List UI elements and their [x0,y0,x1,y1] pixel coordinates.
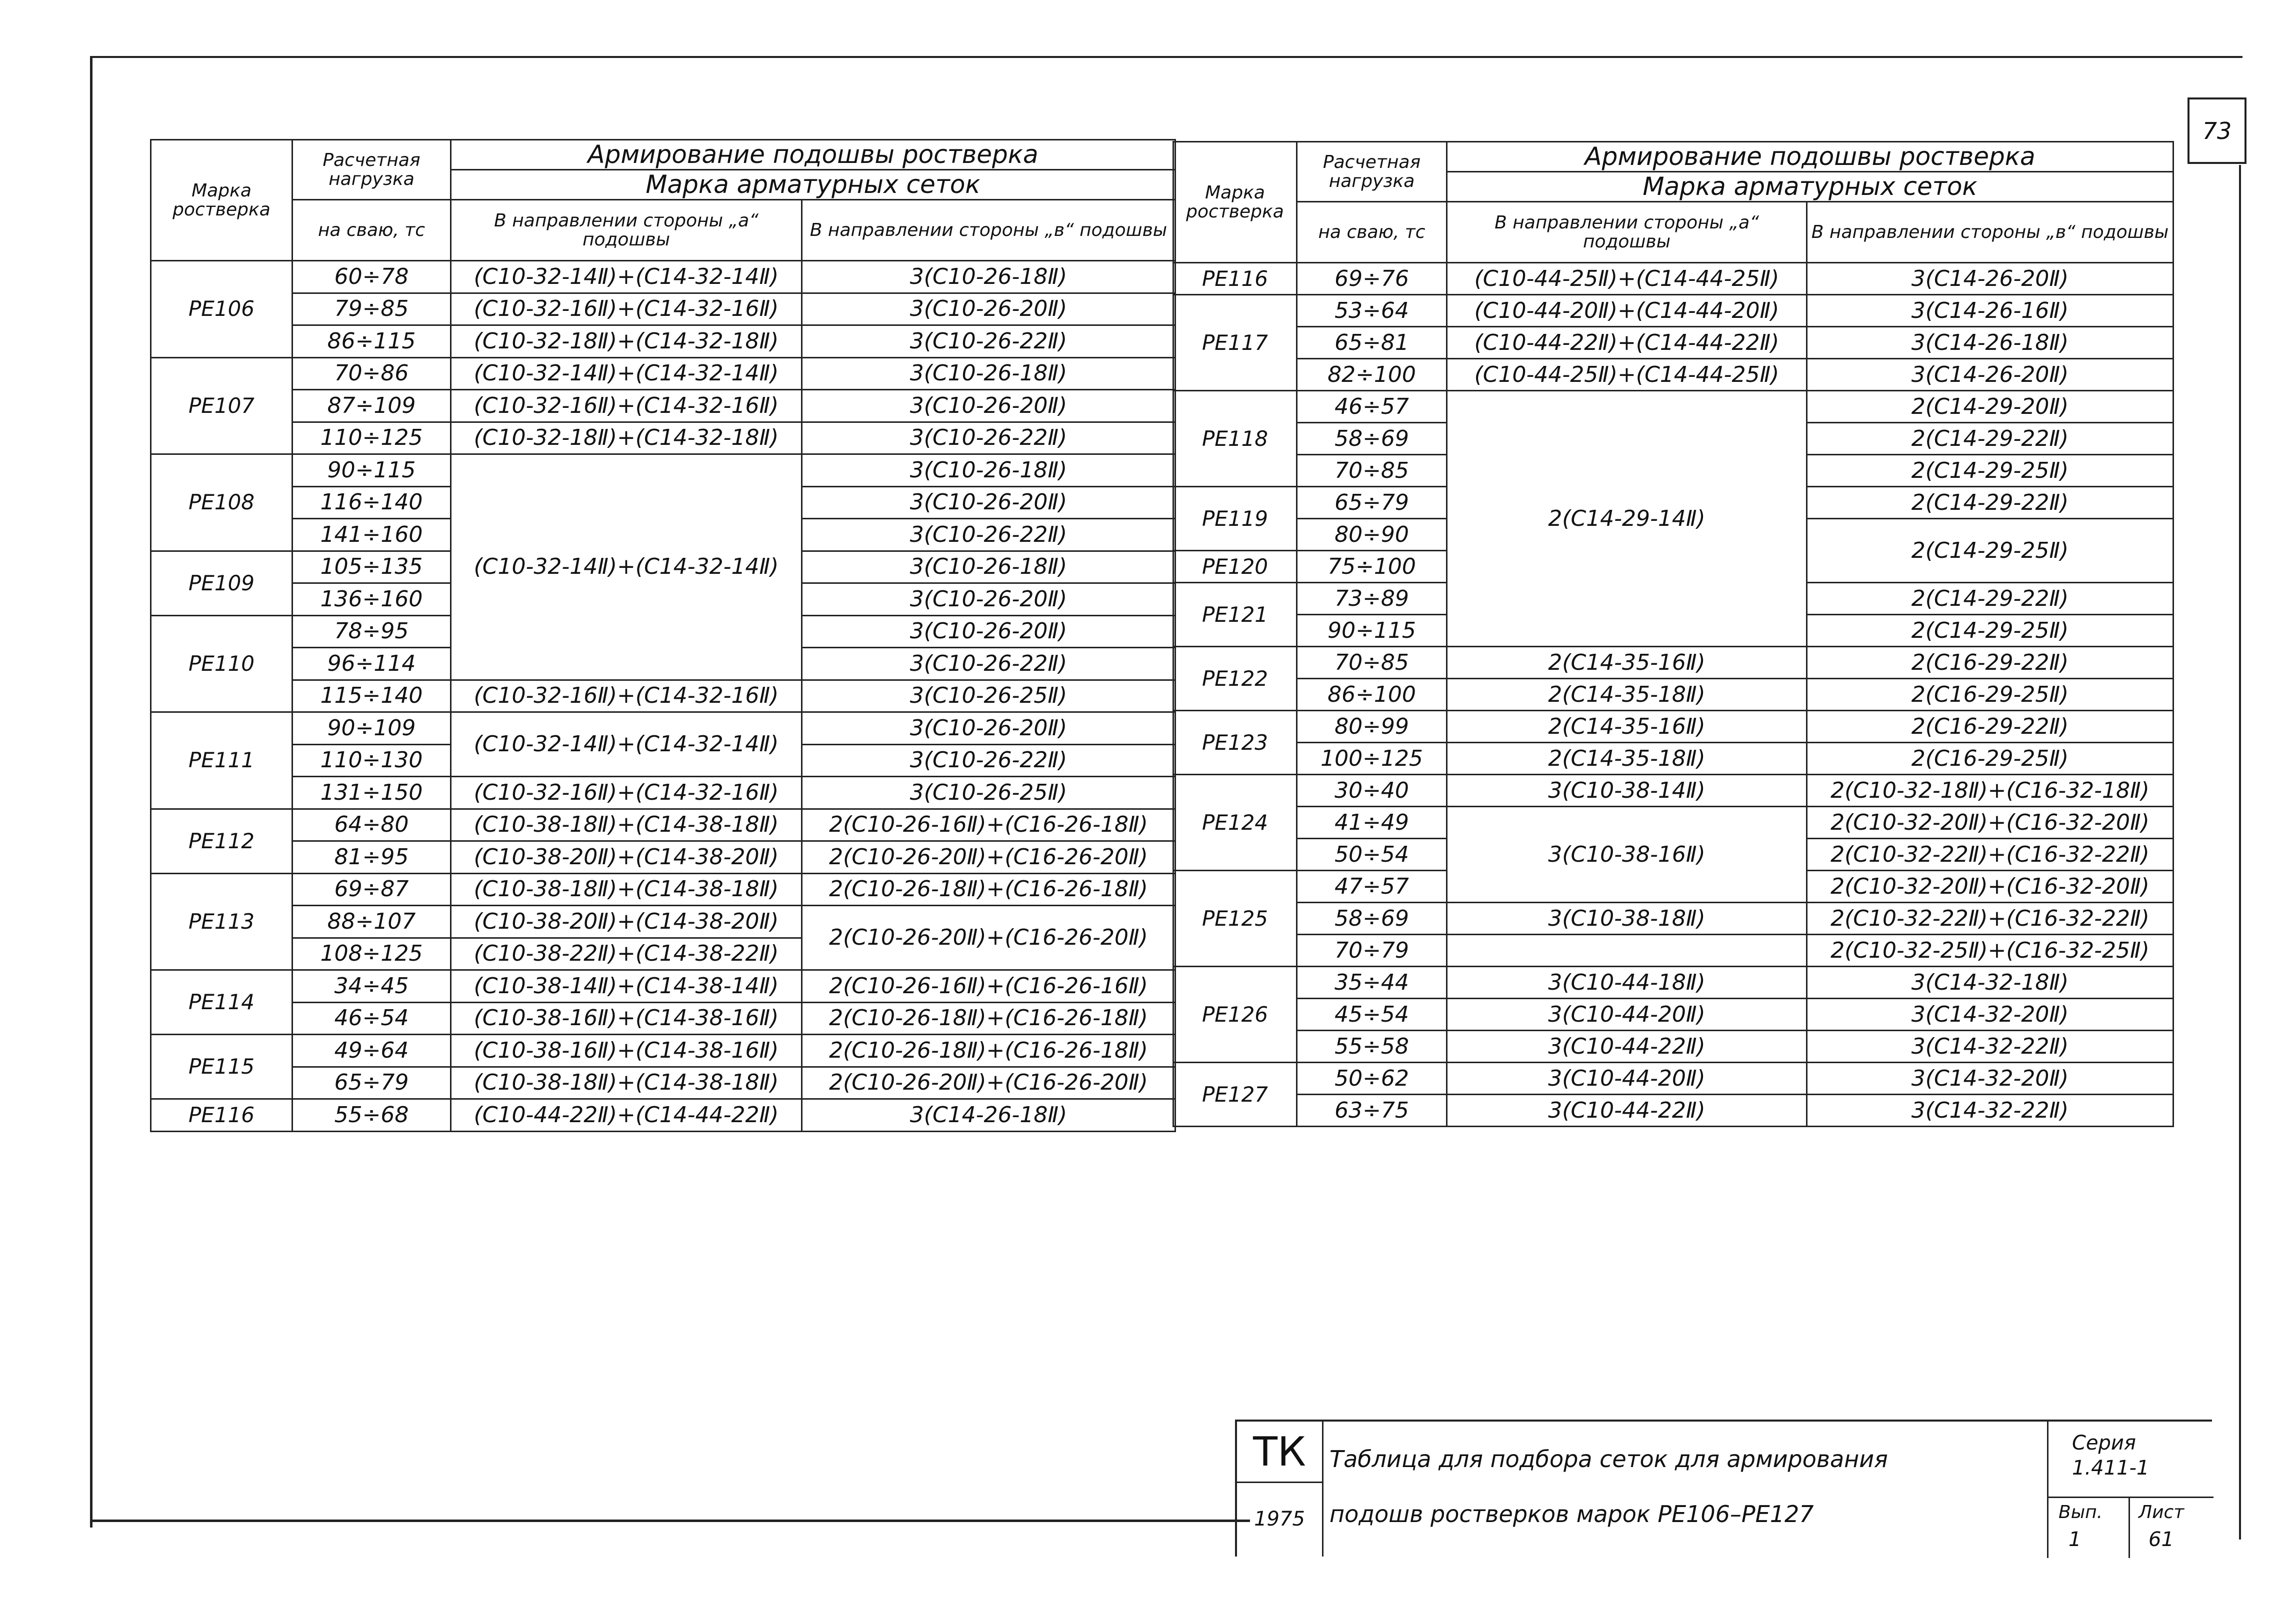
load-cell: 63÷75 [1297,1095,1447,1127]
table-row [1174,743,2174,775]
load-cell: 50÷62 [1297,1063,1447,1095]
mark-cell: РЕ109 [151,551,292,615]
dir-a-cell: (С10-32-14Ⅱ)+(С14-32-14Ⅱ) [451,357,802,390]
load-cell: 110÷130 [292,744,451,777]
dir-a-cell: (С10-38-22Ⅱ)+(С14-38-22Ⅱ) [451,938,802,970]
dir-b-cell: 3(С10-26-25Ⅱ) [802,680,1176,712]
dir-b-cell: 2(С14-29-22Ⅱ) [1807,423,2174,455]
load-cell: 70÷79 [1297,935,1447,967]
dir-b-cell: 3(С10-26-22Ⅱ) [802,519,1176,551]
left-table-body [151,140,1176,1132]
dir-b-cell: 2(С10-26-18Ⅱ)+(С16-26-18Ⅱ) [802,1035,1176,1067]
dir-b-cell: 2(С16-29-25Ⅱ) [1807,743,2174,775]
issue-sheet-box [2047,1497,2214,1558]
drawing-title [1330,1432,2034,1542]
header-dir-a: В направлении стороны „а“ подошвы [1447,202,1807,263]
header-load: Расчетная нагрузка [1297,142,1447,202]
load-cell: 30÷40 [1297,775,1447,807]
header-mesh-marks: Марка арматурных сеток [1447,172,2174,202]
mark-cell: РЕ122 [1174,647,1297,711]
dir-a-cell: 2(С14-29-14Ⅱ) [1447,391,1807,647]
load-cell: 73÷89 [1297,583,1447,615]
table-row [151,261,1176,293]
load-cell: 80÷90 [1297,519,1447,551]
table-row [1174,775,2174,807]
table-row [151,906,1176,938]
dir-b-cell: 2(С16-29-22Ⅱ) [1807,711,2174,743]
dir-a-cell: (С10-32-16Ⅱ)+(С14-32-16Ⅱ) [451,680,802,712]
load-cell: 96÷114 [292,648,451,680]
header-load-per-pile: на сваю, тс [1297,202,1447,263]
dir-b-cell: 3(С14-32-18Ⅱ) [1807,967,2174,999]
mark-cell: РЕ107 [151,357,292,454]
table-row [1174,999,2174,1031]
mark-cell: РЕ116 [151,1099,292,1132]
load-cell: 90÷115 [1297,615,1447,647]
table-row [151,1099,1176,1132]
load-cell: 70÷85 [1297,455,1447,487]
dir-b-cell: 3(С10-26-22Ⅱ) [802,648,1176,680]
mark-cell: РЕ127 [1174,1063,1297,1127]
load-cell: 65÷79 [1297,487,1447,519]
table-row [151,680,1176,712]
sheet-label: Лист [2138,1502,2184,1523]
series-label: Серия [2072,1432,2136,1455]
mark-cell: РЕ126 [1174,967,1297,1063]
load-cell: 46÷57 [1297,391,1447,423]
load-cell: 110÷125 [292,422,451,454]
load-cell: 55÷68 [292,1099,451,1132]
load-cell: 116÷140 [292,486,451,519]
dir-b-cell: 3(С14-26-18Ⅱ) [1807,327,2174,359]
mark-cell: РЕ125 [1174,871,1297,967]
issue-sheet-divider [2128,1498,2130,1558]
load-cell: 65÷81 [1297,327,1447,359]
table-row [1174,647,2174,679]
load-cell: 87÷109 [292,390,451,422]
dir-a-cell: 2(С14-35-18Ⅱ) [1447,679,1807,711]
load-cell: 90÷109 [292,712,451,745]
dir-b-cell: 3(С10-26-18Ⅱ) [802,357,1176,390]
dir-b-cell: 3(С10-26-22Ⅱ) [802,744,1176,777]
load-cell: 58÷69 [1297,423,1447,455]
load-cell: 60÷78 [292,261,451,293]
dir-a-cell: 3(С10-38-16Ⅱ) [1447,807,1807,903]
load-cell: 86÷100 [1297,679,1447,711]
dir-a-cell: (С10-32-18Ⅱ)+(С14-32-18Ⅱ) [451,325,802,358]
dir-a-cell: 3(С10-38-18Ⅱ) [1447,903,1807,935]
dir-a-cell [1447,935,1807,967]
dir-a-cell: 2(С14-35-16Ⅱ) [1447,711,1807,743]
dir-b-cell: 2(С10-26-20Ⅱ)+(С16-26-20Ⅱ) [802,1067,1176,1099]
header-dir-b: В направлении стороны „в“ подошвы [802,200,1176,261]
dir-b-cell: 2(С10-32-22Ⅱ)+(С16-32-22Ⅱ) [1807,839,2174,871]
table-row [1174,903,2174,935]
right-table-body [1174,142,2174,1127]
dir-a-cell: (С10-32-16Ⅱ)+(С14-32-16Ⅱ) [451,390,802,422]
dir-b-cell: 2(С10-32-20Ⅱ)+(С16-32-20Ⅱ) [1807,807,2174,839]
dir-b-cell: 2(С16-29-22Ⅱ) [1807,647,2174,679]
load-cell: 131÷150 [292,777,451,809]
table-row [1174,1031,2174,1063]
load-cell: 55÷58 [1297,1031,1447,1063]
table-row [1174,263,2174,295]
table-row [151,873,1176,906]
table-row [151,293,1176,325]
dir-b-cell: 3(С14-32-20Ⅱ) [1807,1063,2174,1095]
mark-cell: РЕ115 [151,1035,292,1099]
dir-a-cell: (С10-32-14Ⅱ)+(С14-32-14Ⅱ) [451,261,802,293]
dir-a-cell: 3(С10-44-20Ⅱ) [1447,1063,1807,1095]
dir-a-cell: 2(С14-35-16Ⅱ) [1447,647,1807,679]
dir-a-cell: (С10-44-22Ⅱ)+(С14-44-22Ⅱ) [451,1099,802,1132]
load-cell: 81÷95 [292,841,451,874]
load-cell: 45÷54 [1297,999,1447,1031]
dir-b-cell: 2(С10-26-16Ⅱ)+(С16-26-16Ⅱ) [802,970,1176,1003]
table-row [151,325,1176,358]
dir-b-cell: 3(С10-26-22Ⅱ) [802,422,1176,454]
dir-b-cell: 3(С14-26-16Ⅱ) [1807,295,2174,327]
mark-cell: РЕ119 [1174,487,1297,551]
load-cell: 49÷64 [292,1035,451,1067]
dir-a-cell: (С10-38-16Ⅱ)+(С14-38-16Ⅱ) [451,1002,802,1035]
table-row [151,841,1176,874]
dir-b-cell: 3(С14-26-18Ⅱ) [802,1099,1176,1132]
load-cell: 70÷86 [292,357,451,390]
load-cell: 79÷85 [292,293,451,325]
load-cell: 69÷87 [292,873,451,906]
load-cell: 58÷69 [1297,903,1447,935]
table-row [1174,935,2174,967]
table-row [1174,327,2174,359]
mark-cell: РЕ113 [151,873,292,970]
dir-a-cell: (С10-32-14Ⅱ)+(С14-32-14Ⅱ) [451,712,802,777]
table-row [1174,295,2174,327]
table-row [1174,1095,2174,1127]
load-cell: 75÷100 [1297,551,1447,583]
dir-a-cell: (С10-44-25Ⅱ)+(С14-44-25Ⅱ) [1447,263,1807,295]
table-row [151,454,1176,487]
dir-b-cell: 2(С16-29-25Ⅱ) [1807,679,2174,711]
table-row [151,357,1176,390]
load-cell: 53÷64 [1297,295,1447,327]
mark-cell: РЕ123 [1174,711,1297,775]
header-load-per-pile: на сваю, тс [292,200,451,261]
load-cell: 90÷115 [292,454,451,487]
title-line-2: подошв ростверков марок РЕ106–РЕ127 [1330,1501,1814,1528]
dir-a-cell: (С10-38-14Ⅱ)+(С14-38-14Ⅱ) [451,970,802,1003]
table-row [151,809,1176,841]
page-number: 73 [2188,97,2246,164]
table-row [151,1002,1176,1035]
dir-b-cell: 3(С10-26-20Ⅱ) [802,583,1176,616]
dir-a-cell: 3(С10-44-22Ⅱ) [1447,1031,1807,1063]
year: 1975 [1237,1482,1324,1557]
table-row [151,390,1176,422]
table-row [1174,711,2174,743]
table-row [151,1035,1176,1067]
dir-b-cell: 2(С10-32-20Ⅱ)+(С16-32-20Ⅱ) [1807,871,2174,903]
table-row [1174,807,2174,839]
mark-cell: РЕ121 [1174,583,1297,647]
dir-b-cell: 2(С14-29-25Ⅱ) [1807,455,2174,487]
dir-b-cell: 2(С14-29-20Ⅱ) [1807,391,2174,423]
mark-cell: РЕ120 [1174,551,1297,583]
mark-cell: РЕ116 [1174,263,1297,295]
frame-right-line [2239,165,2241,1540]
dir-b-cell: 3(С10-26-20Ⅱ) [802,390,1176,422]
header-mark: Марка ростверка [151,140,292,261]
load-cell: 69÷76 [1297,263,1447,295]
dir-b-cell: 3(С10-26-18Ⅱ) [802,551,1176,583]
dir-a-cell: (С10-32-16Ⅱ)+(С14-32-16Ⅱ) [451,293,802,325]
header-mesh-marks: Марка арматурных сеток [451,170,1176,200]
dir-b-cell: 3(С10-26-20Ⅱ) [802,486,1176,519]
load-cell: 47÷57 [1297,871,1447,903]
table-row [151,970,1176,1003]
table-row [1174,967,2174,999]
dir-b-cell: 2(С10-26-16Ⅱ)+(С16-26-18Ⅱ) [802,809,1176,841]
dir-b-cell: 3(С14-32-22Ⅱ) [1807,1095,2174,1127]
dir-a-cell: (С10-38-16Ⅱ)+(С14-38-16Ⅱ) [451,1035,802,1067]
table-row [151,1067,1176,1099]
dir-b-cell: 2(С14-29-25Ⅱ) [1807,519,2174,583]
load-cell: 82÷100 [1297,359,1447,391]
dir-b-cell: 3(С10-26-20Ⅱ) [802,712,1176,745]
header-dir-a: В направлении стороны „а“ подошвы [451,200,802,261]
dir-b-cell: 3(С10-26-18Ⅱ) [802,454,1176,487]
load-cell: 108÷125 [292,938,451,970]
title-line-1: Таблица для подбора сеток для армирования [1330,1446,1888,1473]
dir-a-cell: (С10-38-18Ⅱ)+(С14-38-18Ⅱ) [451,1067,802,1099]
load-cell: 105÷135 [292,551,451,583]
dir-a-cell: 3(С10-44-20Ⅱ) [1447,999,1807,1031]
load-cell: 78÷95 [292,615,451,648]
dir-b-cell: 3(С10-26-18Ⅱ) [802,261,1176,293]
mark-cell: РЕ117 [1174,295,1297,391]
dir-a-cell: 3(С10-44-18Ⅱ) [1447,967,1807,999]
dir-a-cell: (С10-38-20Ⅱ)+(С14-38-20Ⅱ) [451,841,802,874]
dir-b-cell: 2(С10-32-18Ⅱ)+(С16-32-18Ⅱ) [1807,775,2174,807]
dir-b-cell: 2(С10-32-25Ⅱ)+(С16-32-25Ⅱ) [1807,935,2174,967]
load-cell: 141÷160 [292,519,451,551]
header-reinforcement: Армирование подошвы ростверка [451,140,1176,170]
dir-a-cell: (С10-38-18Ⅱ)+(С14-38-18Ⅱ) [451,809,802,841]
load-cell: 88÷107 [292,906,451,938]
dir-b-cell: 2(С14-29-25Ⅱ) [1807,615,2174,647]
dir-b-cell: 3(С10-26-20Ⅱ) [802,615,1176,648]
table-row [1174,679,2174,711]
dir-b-cell: 2(С14-29-22Ⅱ) [1807,487,2174,519]
table-row [151,712,1176,745]
dir-b-cell: 2(С10-26-18Ⅱ)+(С16-26-18Ⅱ) [802,1002,1176,1035]
mark-cell: РЕ124 [1174,775,1297,871]
load-cell: 46÷54 [292,1002,451,1035]
mark-cell: РЕ106 [151,261,292,358]
load-cell: 70÷85 [1297,647,1447,679]
dir-b-cell: 3(С10-26-20Ⅱ) [802,293,1176,325]
dir-a-cell: (С10-44-25Ⅱ)+(С14-44-25Ⅱ) [1447,359,1807,391]
mark-cell: РЕ110 [151,615,292,712]
dir-b-cell: 2(С10-32-22Ⅱ)+(С16-32-22Ⅱ) [1807,903,2174,935]
dir-a-cell: (С10-32-18Ⅱ)+(С14-32-18Ⅱ) [451,422,802,454]
dir-b-cell: 2(С10-26-18Ⅱ)+(С16-26-18Ⅱ) [802,873,1176,906]
load-cell: 115÷140 [292,680,451,712]
dir-b-cell: 3(С10-26-22Ⅱ) [802,325,1176,358]
mark-cell: РЕ111 [151,712,292,809]
dir-b-cell: 2(С10-26-20Ⅱ)+(С16-26-20Ⅱ) [802,841,1176,874]
right-spec-table [1172,141,2174,1127]
title-block [1235,1420,2212,1557]
issue-label: Вып. [2058,1502,2103,1523]
load-cell: 65÷79 [292,1067,451,1099]
dir-b-cell: 3(С14-26-20Ⅱ) [1807,359,2174,391]
load-cell: 136÷160 [292,583,451,616]
load-cell: 86÷115 [292,325,451,358]
dir-b-cell: 2(С10-26-20Ⅱ)+(С16-26-20Ⅱ) [802,906,1176,970]
load-cell: 50÷54 [1297,839,1447,871]
dir-b-cell: 3(С14-32-22Ⅱ) [1807,1031,2174,1063]
dir-a-cell: 3(С10-44-22Ⅱ) [1447,1095,1807,1127]
mark-cell: РЕ114 [151,970,292,1035]
load-cell: 35÷44 [1297,967,1447,999]
dir-a-cell: (С10-38-18Ⅱ)+(С14-38-18Ⅱ) [451,873,802,906]
table-row [151,422,1176,454]
header-dir-b: В направлении стороны „в“ подошвы [1807,202,2174,263]
table-row [1174,391,2174,423]
org-code: ТК [1237,1422,1324,1483]
dir-a-cell: 2(С14-35-18Ⅱ) [1447,743,1807,775]
table-row [1174,1063,2174,1095]
sheet-value: 61 [2148,1528,2174,1551]
mark-cell: РЕ118 [1174,391,1297,487]
dir-b-cell: 2(С14-29-22Ⅱ) [1807,583,2174,615]
dir-b-cell: 3(С14-32-20Ⅱ) [1807,999,2174,1031]
left-spec-table [150,139,1176,1132]
load-cell: 80÷99 [1297,711,1447,743]
dir-b-cell: 3(С14-26-20Ⅱ) [1807,263,2174,295]
dir-a-cell: 3(С10-38-14Ⅱ) [1447,775,1807,807]
table-row [1174,359,2174,391]
series-value: 1.411-1 [2072,1457,2150,1480]
load-cell: 64÷80 [292,809,451,841]
header-mark: Марка ростверка [1174,142,1297,263]
table-row [151,777,1176,809]
header-reinforcement: Армирование подошвы ростверка [1447,142,2174,172]
dir-b-cell: 3(С10-26-25Ⅱ) [802,777,1176,809]
dir-a-cell: (С10-32-16Ⅱ)+(С14-32-16Ⅱ) [451,777,802,809]
load-cell: 41÷49 [1297,807,1447,839]
dir-a-cell: (С10-44-22Ⅱ)+(С14-44-22Ⅱ) [1447,327,1807,359]
mark-cell: РЕ112 [151,809,292,873]
load-cell: 34÷45 [292,970,451,1003]
mark-cell: РЕ108 [151,454,292,551]
header-load: Расчетная нагрузка [292,140,451,200]
issue-value: 1 [2068,1528,2082,1551]
frame-bottom-line [90,1520,1250,1522]
dir-a-cell: (С10-44-20Ⅱ)+(С14-44-20Ⅱ) [1447,295,1807,327]
load-cell: 100÷125 [1297,743,1447,775]
dir-a-cell: (С10-38-20Ⅱ)+(С14-38-20Ⅱ) [451,906,802,938]
dir-a-cell: (С10-32-14Ⅱ)+(С14-32-14Ⅱ) [451,454,802,680]
